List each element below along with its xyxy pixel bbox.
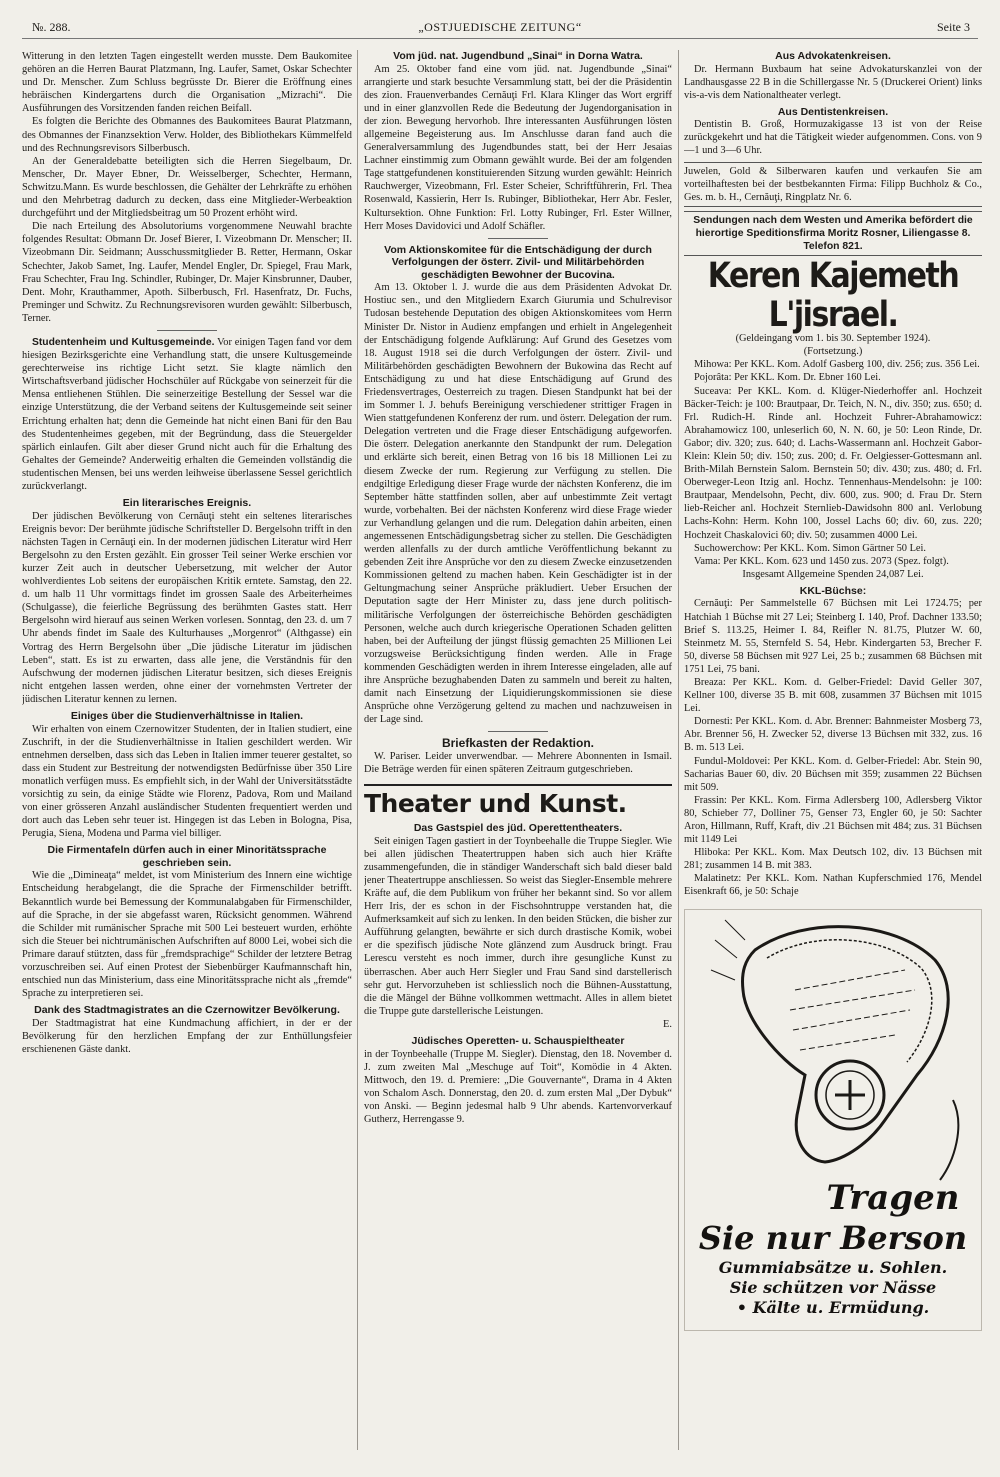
separator bbox=[157, 330, 217, 331]
article-text: Wir erhalten von einem Czernowitzer Studenten, der in Italien studiert, eine Zuschrift, in der die Studienverhältnisse in Italien geschildert werden. Wir entnehmen derselben, dass sich das Leben in Italien immer teuerer gestaltet, so dass ein Student zur Bestreitung der notwendigsten Bedürfnisse über 350 Lire monatlich verfügen muss. Es empfiehlt sich, in der Wahl der Universitätsstädte vorsichtig zu sein, da einige Städte wie Florenz, Padova, Rom und Mailand von einer grösseren Anzahl ausländischer Studenten frequentiert werden und dort auch das Leben sehr teuer ist. Hingegen ist das Leben in Bologna, Pisa, Perugia, Siena, Modena und Parma viel billiger. bbox=[22, 723, 352, 840]
section-heading: Briefkasten der Redaktion. bbox=[441, 736, 595, 751]
list-item: Vama: Per KKL. Kom. 623 und 1450 zus. 2073 (Spez. folgt). bbox=[694, 555, 949, 567]
article-heading: Die Firmentafeln dürfen auch in einer Minoritätssprache geschrieben sein. bbox=[47, 844, 327, 869]
article-text: in der Toynbeehalle (Truppe M. Siegler). Dienstag, den 18. November d. J. zum zweiten Mal „Meschuge auf Toit“, Komödie in 4 Akten. Mittwoch, den 19. d. Premiere: „Die Gouvernante“, Drama in 4 Akten von Schalom Asch. Donnerstag, den 20. d. zum ersten Mal „Der Dybuk“ von Anski. — Beginn jedesmal halb 9 Uhr abends. Kartenvorverkauf Gutherz, Herrengasse 9. bbox=[364, 1048, 672, 1125]
list-item: Pojorâta: Per KKL. Kom. Dr. Ebner 160 Lei. bbox=[694, 372, 881, 384]
list-item: Fundul-Moldovei: Per KKL. Kom. d. Gelber-Friedel: Abr. Stein 90, Sacharias Bauer 60, div. 20 Büchsen mit 359; zusammen 22 Büchsen mit 509. bbox=[684, 755, 982, 793]
advertisement bbox=[684, 211, 982, 256]
article-heading: Dank des Stadtmagistrates an die Czernowitzer Bevölkerung. bbox=[34, 1004, 340, 1017]
ad-text: Sendungen nach dem Westen und Amerika befördert die hierortige Speditionsfirma Moritz Rosner, Liliengasse 8. Telefon 821. bbox=[693, 214, 973, 253]
article-text: W. Pariser. Leider unverwendbar. — Mehrere Abonnenten in Ismail. Die Beträge werden für einen späteren Zeitraum gutgeschrieben. bbox=[364, 750, 672, 775]
list-item: Frassin: Per KKL. Kom. Firma Adlersberg 100, Adlersberg Viktor 80, Schieber 77, Dolliner 75, Genser 73, Engler 60, je 50: Sachter Aron, Hillmann, Ruff, Kraft, div .21 Büchsen mit 484; zus. 31 Büchsen mit 1149 Lei bbox=[684, 794, 982, 846]
page-header bbox=[22, 16, 978, 39]
section-title: Keren Kajemeth L'jisrael. bbox=[707, 255, 959, 336]
article-heading: Vom Aktionskomitee für die Entschädigung der durch Verfolgungen der österr. Zivil- und Militärbehörden geschädigten Bewohner der Bucovina. bbox=[384, 243, 652, 281]
article-heading: KKL-Büchse: bbox=[799, 584, 867, 597]
article-text: Witterung in den letzten Tagen eingestellt werden musste. Dem Baukomitee gehören an die Herren Baurat Platzmann, Ing. Laufer, Samet, Oskar Schechter und Dr. Menscher. Zum Schluss begrüsste Dr. Bierer die Eröffnung eines hebräischen Kindergartens durch die Organisation „Mizrachi“. Die Ausführungen des Vorsitzenden fanden reichen Beifall. bbox=[22, 51, 352, 115]
article-heading: Das Gastspiel des jüd. Operettentheaters. bbox=[413, 822, 623, 835]
list-item: Malatinetz: Per KKL. Kom. Nathan Kupferschmied 176, Mendel Eisenkraft 66, je 50: Schaje bbox=[684, 873, 982, 898]
separator bbox=[488, 238, 548, 239]
separator bbox=[488, 731, 548, 732]
advertisement bbox=[684, 162, 982, 207]
article-heading: Ein literarisches Ereignis. bbox=[122, 497, 252, 510]
issue-number: №. 288. bbox=[32, 20, 71, 34]
list-item: Hliboka: Per KKL. Kom. Max Deutsch 102, div. 13 Büchsen mit 281; zusammen 14 B. mit 383. bbox=[684, 847, 982, 872]
article-text: Die nach Erteilung des Absolutoriums vorgenommene Neuwahl brachte folgendes Resultat: Obmann Dr. Josef Bierer, I. Vizeobmann Dr. Menscher; II. Vizeobmann Dir. Seidmann; Ausschussmitglieder B. Retter, Hermann, Oskar Schechter, Jakob Samet, Ing. Laufer, Mendel Engler, Dr. Spiegel, Frau Mark, Frau Schechter, Frau Ing. Schindler, Rubinger, Dr. Majer Kinsbrunner, Dauber, Dent. Mohr, Krauthammer, Apoth. Silberbusch, Frl. Hasenfratz, Dr. Fuchs, Preminger und Schwitz. Zu Rechnungsrevisoren wurden gewählt: Silberbusch, Terner. bbox=[22, 221, 352, 324]
shoe-advertisement bbox=[684, 909, 982, 1331]
article-text: Der Stadtmagistrat hat eine Kundmachung affichiert, in der er der Bevölkerung für den herzlichen Empfang der zur Enthüllungsfeier erschienenen Gäste dankt. bbox=[22, 1017, 352, 1055]
shoe-ad-text bbox=[685, 1178, 981, 1318]
list-item: Breaza: Per KKL. Kom. d. Gelber-Friedel: David Geller 307, Kellner 100, diverse 35 B. mit 608, zusammen 37 Büchsen mit 1015 Lei. bbox=[684, 676, 982, 715]
ad-claim: • Kälte u. Ermüdung. bbox=[736, 1297, 930, 1317]
list-item: Mihowa: Per KKL. Kom. Adolf Gasberg 100, div. 256; zus. 356 Lei. bbox=[694, 359, 980, 371]
subtitle: (Geldeingang vom 1. bis 30. September 1924). bbox=[735, 333, 931, 345]
list-item: Suceava: Per KKL. Kom. d. Klüger-Niederhoffer anl. Hochzeit Bäcker-Teich: je 100: Brautpaar, Dr. Teich, N. N., div. 350; zus. 650; d. Frl. Rudich-H. Rinde anl. Hochzeit Fuhrer-Abrahamowicz: Abrahamowicz 100, unleserlich 60, N. N. 60, je 50: Leon Rinde, Dr. Gabor; div. 320; zus. 640; d. Lachs-Wassermann anl. Hochzeit Gabor-Klein: Klein 50; div. 150; zus. 200; d. Fr. Oelgiesser-Gottesmann anl. Brith-Milah Bernstein Salom. Bernstein 50; div. 430; zus. 480; d. Frl. Oberweger-Leon Itzig anl. Hochz. Tennenhaus-Mendelsohn: je 100: Brautpaar, Mendelsohn, Pecht, div. 600, zus. 900; d. Frau Dr. Stern lieb-Reicher anl. Hochzeit Sternlieb-Dawidsohn 800 anl. Verlobung Lachs-Kohn: Herm. Kohn 100, Jossel Lachs 60; div. 60, zus. 220; Hochzeit Chaskalovici 60; div. 50; zusammen 4000 Lei. bbox=[684, 385, 982, 541]
list-item: Suchowerchow: Per KKL. Kom. Simon Gärtner 50 Lei. bbox=[694, 542, 927, 554]
ad-claim: Sie schützen vor Nässe bbox=[729, 1277, 937, 1297]
article-text: An der Generaldebatte beteiligten sich die Herren Siegelbaum, Dr. Menscher, Dr. Mayer Ebner, Dr. Weisselberger, Schechter, Hermann, Schwitzu.Mann. Es wurde beschlossen, die Gehälter der Lehrkräfte zu erhöhen und den Mehrbetrag dadurch zu decken, dass eine Mitglieder-Werbeaktion durchgeführt und der Mitgliedsbeitrag um 50 Prozent erhöht wird. bbox=[22, 155, 352, 220]
signature: E. bbox=[663, 1018, 672, 1030]
subtitle: (Fortsetzung.) bbox=[803, 346, 863, 358]
column-left bbox=[22, 50, 352, 1460]
article-text: Dr. Hermann Buxbaum hat seine Advokaturskanzlei von der Landhausgasse 22 B in die Schillergasse Nr. 5 (Druckerei Orient) links vis-a-vis dem Nationaltheater verlegt. bbox=[684, 63, 982, 101]
column-divider bbox=[357, 50, 358, 1450]
article-text: Am 25. Oktober fand eine vom jüd. nat. Jugendbunde „Sinai“ arrangierte und stark besuchte Versammlung statt, bei der die Präsidentin des zion. Frauenverbandes Cernăuţi Frl. Klara Klinger das Wort ergriff und in einer glanzvollen Rede die Bedeutung der Jugendorganisation in der zion. Bewegung hervorhob. Ihre interessanten Ausführungen lösten allgemeine Begeisterung aus. Im Anschlusse daran fand auch die Generalversammlung des Jugendbundes statt, bei der Herr Jesaias Lachner einstimmig zum Obmann gewählt wurde. Bei der am folgenden Tage stattgefundenen konstituierenden Sitzung wurden gewählt: Heinrich Rauchwerger, Vizeobmann, Frl. Ester Scheier, Schriftführerin, Frl. Thea Rosenwald, Kassierin, Herr Is. Rubinger, Bibliothekar, Herr Abr. Fesler, Kultursektion. Ohne Funktion: Frl. Lotty Rubinger, Frl. Ester Willner, Herr Moses Davidovici und Adolf Schäfler. bbox=[364, 63, 672, 232]
column-right bbox=[684, 50, 982, 1460]
article-heading: Einiges über die Studienverhältnisse in Italien. bbox=[70, 710, 304, 722]
article-heading: Vom jüd. nat. Jugendbund „Sinai“ in Dorna Watra. bbox=[393, 50, 643, 62]
article-text: Es folgten die Berichte des Obmannes des Baukomitees Baurat Platzmann, des Obmannes der Finanzsektion Verw. Holder, des Bibliothekars Kümmelfeld und des Rechnungsrevisors Silberbusch. bbox=[22, 116, 352, 154]
ad-slogan: Tragen bbox=[826, 1177, 960, 1218]
article-heading: Jüdisches Operetten- u. Schauspieltheater bbox=[411, 1035, 625, 1047]
page-number: Seite 3 bbox=[937, 20, 970, 34]
article-text: Seit einigen Tagen gastiert in der Toynbeehalle die Truppe Siegler. Wie bei allen jüdischen Theatertruppen haben sich auch hier Kräfte zusammengefunden, die in ständiger Wanderschaft sich bald dieser bald jener Theatertruppe anschliessen. So weist das Siegler-Ensemble mehrere Kräfte auf, die dem Publikum von früher her bekannt sind. So vor allem Herr Iris, der es schon in der Fischsohntruppe verstanden hat, die Aufmerksamkeit auf sich zu lenken. In den beiden Stücken, die bisher zur Aufführung gelangten, bewährte er sich durch drastische Komik, wobei er die spezifisch jüdische Note glänzend zum Ausdruck bringt. Frau Lerescu versteht es noch immer, durch ihre gesungliche Kunst zu überraschen. Aber auch Herr Siegler und Frau Sand sind darstellerisch sehr gut. Hervorzuheben ist schliesslich noch die Bühnen-Ausstattung, die die Mängel der Bühne vollkommen wettmacht. Alles in allem bietet die Truppe gute darstellerische Leistungen. bbox=[364, 835, 672, 1017]
newspaper-title: „OSTJUEDISCHE ZEITUNG“ bbox=[418, 20, 582, 34]
article-heading: Studentenheim und Kultusgemeinde. bbox=[32, 336, 215, 348]
section-title: Theater und Kunst. bbox=[364, 784, 672, 818]
article-text: Der jüdischen Bevölkerung von Cernăuţi steht ein seltenes literarisches Ereignis bevor: Der berühmte jüdische Schriftsteller D. Bergelsohn trifft in den nächsten Tagen in Cernăuţi ein. In der modernen jüdischen Literatur wird Herr Bergelsohn zu den Ersten gezählt. Ein grosser Teil seiner Werke erschien vor kurzer Zeit auch in deutscher Uebersetzung, mit welcher der Autor wohlverdientes Lob seitens der europäischen Kritik erntete. Samstag, den 22. d. um halb 11 Uhr vormittags findet im grossen Saale des Arbeiterheimes (Schulgasse), die feierliche Begrüssung des berühmten Gastes statt. Herr Bergelsohn wird hierauf aus seinen Werken vorlesen. Sonntag, den 23. d. um 7 Uhr abends findet im Saale des Kulturhauses „Morgenrot“ (Althgasse) ein Vortrag des Herrn Bergelsohn über „Die jüdische Literatur im jüdischen Leben“, statt. Es ist zu erwarten, dass alle jene, die Verständnis für den Aufschwung der modernen jüdischen Literatur besitzen, sich dieses Ereignis nicht entgehen lassen werden, ohne einer der vornehmsten Vertreter der jüdischen Literatur kennen zu lernen. bbox=[22, 510, 352, 705]
list-item: Cernăuţi: Per Sammelstelle 67 Büchsen mit Lei 1724.75; per Hatchiah 1 Büchse mit 27 Lei; Steinberg I. 140, Prof. Dachner 133.50; Brief S. 113.25, Heimer I. 84, Reifler N. 81.75, Plutzer W. 60, Steinmetz M. 55, Sternfeld S. 54, Hebr. Kindergarten 53, Brecher F. 50, diverse 58 Büchsen mit 927 Lei, 25 b.; zusammen 68 Büchsen mit 1751 Lei, 75 bani. bbox=[684, 598, 982, 675]
article-heading: Aus Dentistenkreisen. bbox=[777, 105, 889, 118]
list-item: Dornesti: Per KKL. Kom. d. Abr. Brenner: Bahnmeister Mosberg 73, Abr. Brenner 56, H. Zwecker 52, diverse 13 Büchsen mit 332, zus. 16 B. m. 513 Lei. bbox=[684, 716, 982, 754]
article-text: Dentistin B. Groß, Hormuzakigasse 13 ist von der Reise zurückgekehrt und hat die Tätigkeit wieder aufgenommen. Cons. von 9—1 und 3—6 Uhr. bbox=[684, 119, 982, 157]
article-text: Vor einigen Tagen fand vor dem hiesigen Bezirksgerichte eine Verhandlung statt, die unsere Kultusgemeinde gerechterweise ins richtige Licht setzt. Sie klagte nämlich den Wirtschaftsverband jüdischer Hochschüler auf Rückgabe von seinerzeit für die Mensa entliehenen Stühlen. Die seinerzeitige Bestellung der Sessel war die einzige Unterstützung, die der Verband seitens der Kultusgemeinde seit seiner Errichtung erhalten hat; denn die Gemeinde hat nicht einen Bani für den Bau des Studentenheimes gegeben, mit der Begründung, dass die Steuergelder spärlich einlaufen. Gilt aber dieser Grund nicht auch für die Erhaltung des Gehaltes der Gemeinde? Anderweitig erhalten die Gemeinden vollständig die studentischen Mensen, bei uns werden leihweise überlassene Sessel gerichtlich zurückverlangt. bbox=[22, 336, 352, 492]
article-text: Am 13. Oktober l. J. wurde die aus dem Präsidenten Advokat Dr. Hostiuc sen., und den Mitgliedern Exarch Giurumia und Schulrevisor Tudosan bestehende Deputation des obigen Aktionskomitees vom Herrn Minister Dr. Nistor in Audienz empfangen und erhielt in Angelegenheit der Entschädigung folgende Aufklärung: Auf Grund des Gesetzes vom 18. August 1918 sei die durch Verfolgungen der österr. Zivil- und Militärbehörden geschädigten Bewohnern der Bukowina das Recht auf Entschädigung zu und hat diese Entschädigung auf Grund des Friedensvertrages, Oesterreich zu tragen. Diesen Standpunkt hat bei der im Sommer l. J. behufs Bereinigung verschiedener strittiger Fragen in Wien stattgefundenen Konferenz der rum. und österr. Delegation der rum. Delegation vertreten und die Frage dieser Entschädigung aufgeworfen. Die österr. Delegation anerkannte den Standpunkt der rum. Delegation und erklärte sich bereit, einen Betrag von 16 bis 18 Millionen Lei zu diesem Zwecke der rum. Regierung zur Verfügung zu stellen. Die endgiltige Erledigung dieser Frage wurde der nächsten Konferenz, die im September hätte stattfinden sollen, aber auf unbestimmte Zeit vertagt wurde, vorbehalten. Bei der nächsten Konferenz wird diese Frage wieder zur Verhandlung gelangen und die rum. Delegation dahin arbeiten, einen angemessenen Entschädigungsbetrag sicher zu stellen. Die Geschädigten werden allenfalls zu der durch amtliche Veröffentlichung bekannt zu gebenden Zeit ihre Ansprüche vor den zu diesem Zwecke einzusetzenden Kommissionen geltend zu machen haben. Kein Geschädigter ist in der Geltungmachung seiner Ansprüche präkludiert. Ueber Ersuchen der Deputation sagte der Herr Minister zu, dass jene durch politisch-militärische Verfolgungen der österreichische Behörden geschädigten Personen, welche auch durch kriegerische Operationen Schaden gelitten haben, bei der Aufteilung der jüngst flüssig gemachten 25 Millionen Lei vorzugsweise Berücksichtigung finden werden. Alle in Frage kommenden Geschädigten werden in ihrem Interesse eingeladen, alle auf ihre Ansprüche bezughabenden Daten zu sammeln und bereit zu halten, damit nach Einsetzung der Liquidierungskommissionen sie diese Ansprüche ohne Verzögerung geltend zu machen und nachzuweisen in der Lage sind. bbox=[364, 282, 672, 726]
column-divider bbox=[678, 50, 679, 1450]
ad-text: Juwelen, Gold & Silberwaren kaufen und verkaufen Sie am vorteilhaftesten bei der bestbekannten Firma: Filipp Buchholz & Co., Ges. m. b. H., Cernăuţi, Ringplatz Nr. 6. bbox=[684, 165, 982, 203]
column-middle bbox=[364, 50, 672, 1460]
total: Insgesamt Allgemeine Spenden 24,087 Lei. bbox=[742, 568, 924, 580]
ad-product: Gummiabsätze u. Sohlen. bbox=[718, 1257, 948, 1277]
article-heading: Aus Advokatenkreisen. bbox=[775, 50, 891, 62]
article-text: Wie die „Dimineaţa“ meldet, ist vom Ministerium des Innern eine wichtige Entscheidung herabgelangt, die die Sprache der Firmenschilder betrifft. Bekanntlich wurde bei Bemessung der Kommunalabgaben für Firmenschilder, auf die Sprache, in der sie abgefasst waren, Rücksicht genommen. Während die Schilder mit rumänischer Sprache mit 500 Lei besteuert wurden, erhöhte sich die Steuer bei nichtrumänischen Aufschriften auf 8000 Lei, wobei sich die Primare darauf stützten, dass für „fremdsprachige“ Schilder der letztere Betrag vorzuschreiben sei. Auf einen Protest der Siebenbürger Kaufmannschaft hin, entschied nun das Ministerium, dass eine Minoritätssprache nicht als „fremde“ Sprache zu interpretieren sei. bbox=[22, 870, 352, 1000]
ad-brand: Sie nur Berson bbox=[698, 1218, 968, 1257]
